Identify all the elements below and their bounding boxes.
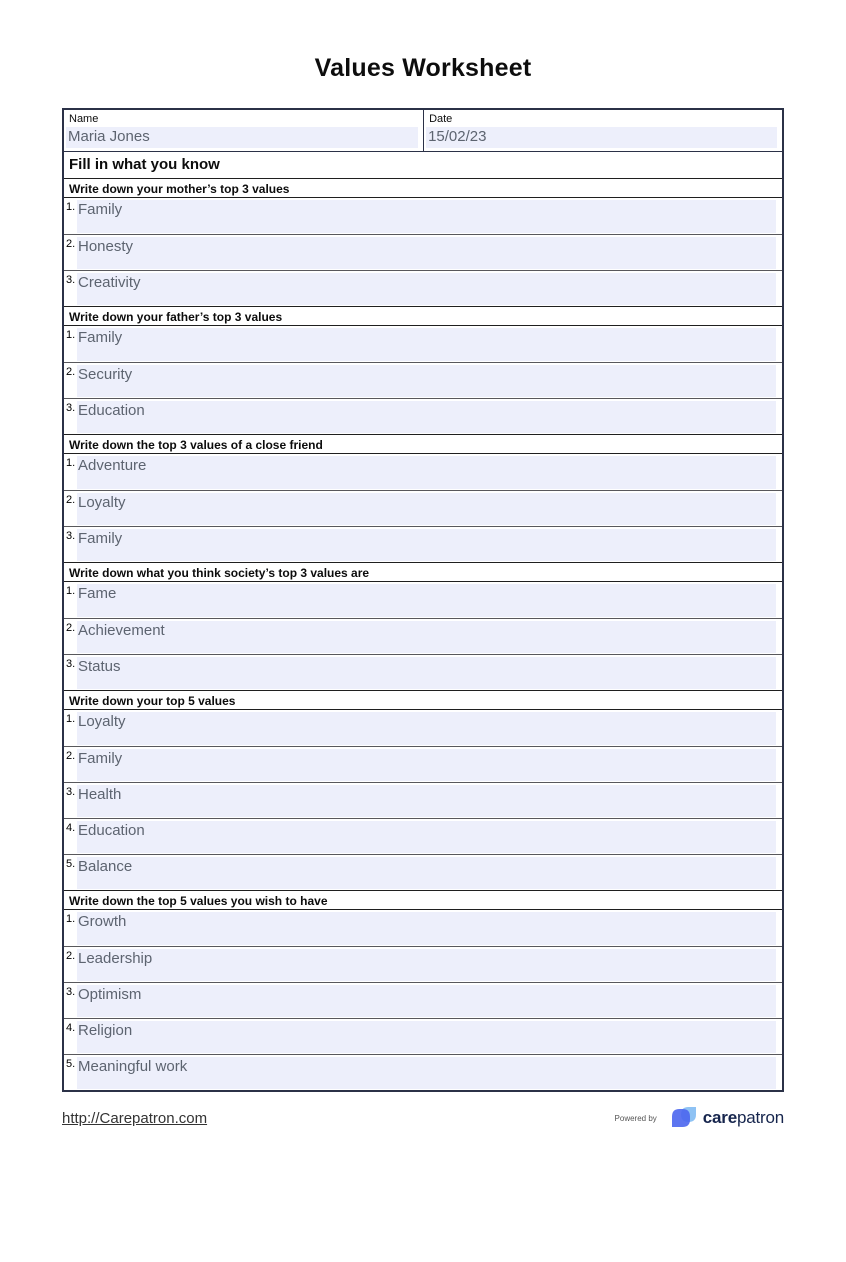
sections-container xyxy=(64,178,782,1090)
carepatron-logo-icon xyxy=(669,1105,699,1131)
answer-field[interactable] xyxy=(77,1021,776,1053)
worksheet-table xyxy=(62,108,784,1092)
answer-number: 4. xyxy=(66,822,76,834)
answer-row xyxy=(64,362,782,398)
answer-row xyxy=(64,982,782,1018)
answer-value: Health xyxy=(78,786,122,803)
answer-number: 3. xyxy=(66,402,76,414)
answer-number: 1. xyxy=(66,585,76,597)
answer-number: 2. xyxy=(66,238,76,250)
answer-value: Optimism xyxy=(78,986,142,1003)
answer-field[interactable] xyxy=(77,621,776,653)
answer-field[interactable] xyxy=(77,949,776,981)
values-section xyxy=(64,306,782,434)
date-field[interactable]: 15/02/23 xyxy=(426,127,777,148)
section-heading: Write down your father’s top 3 values xyxy=(64,306,782,326)
answer-field[interactable] xyxy=(77,821,776,853)
answer-row xyxy=(64,818,782,854)
section-rows xyxy=(64,454,782,562)
answer-value: Creativity xyxy=(78,274,141,291)
answer-value: Family xyxy=(78,201,123,218)
page-title: Values Worksheet xyxy=(314,54,532,82)
answer-row xyxy=(64,782,782,818)
answer-value: Growth xyxy=(78,913,127,930)
answer-row xyxy=(64,454,782,490)
answer-value: Balance xyxy=(78,858,133,875)
answer-number: 3. xyxy=(66,274,76,286)
values-section xyxy=(64,690,782,890)
answer-row xyxy=(64,582,782,618)
answer-value: Family xyxy=(78,329,123,346)
answer-field[interactable] xyxy=(77,857,776,889)
answer-value: Education xyxy=(78,402,145,419)
answer-row xyxy=(64,490,782,526)
answer-number: 3. xyxy=(66,530,76,542)
answer-field[interactable] xyxy=(77,785,776,817)
answer-field[interactable] xyxy=(77,456,776,489)
answer-row xyxy=(64,234,782,270)
values-section xyxy=(64,890,782,1090)
answer-value: Honesty xyxy=(78,238,134,255)
section-rows xyxy=(64,910,782,1090)
section-heading: Write down your top 5 values xyxy=(64,690,782,710)
answer-field[interactable] xyxy=(77,365,776,397)
answer-number: 2. xyxy=(66,494,76,506)
answer-number: 5. xyxy=(66,858,76,870)
answer-value: Loyalty xyxy=(78,494,126,511)
answer-number: 2. xyxy=(66,622,76,634)
answer-row xyxy=(64,854,782,890)
answer-row xyxy=(64,198,782,234)
answer-field[interactable] xyxy=(77,237,776,269)
answer-field[interactable] xyxy=(77,401,776,433)
answer-value: Fame xyxy=(78,585,117,602)
answer-value: Leadership xyxy=(78,950,153,967)
answer-field[interactable] xyxy=(77,657,776,689)
section-heading: Write down your mother’s top 3 values xyxy=(64,178,782,198)
date-cell xyxy=(424,110,782,151)
answer-field[interactable] xyxy=(77,912,776,945)
answer-value: Status xyxy=(78,658,121,675)
answer-field[interactable] xyxy=(77,985,776,1017)
worksheet-page xyxy=(0,54,846,1262)
values-section xyxy=(64,562,782,690)
powered-by-label: Powered by xyxy=(614,1113,657,1123)
answer-row xyxy=(64,326,782,362)
answer-value: Meaningful work xyxy=(78,1058,188,1075)
answer-number: 2. xyxy=(66,950,76,962)
answer-value: Family xyxy=(78,750,123,767)
carepatron-wordmark xyxy=(703,1108,784,1128)
answer-field[interactable] xyxy=(77,712,776,745)
answer-field[interactable] xyxy=(77,273,776,305)
brand-patron: patron xyxy=(736,1108,784,1127)
answer-row xyxy=(64,398,782,434)
answer-field[interactable] xyxy=(77,1057,776,1089)
name-date-row xyxy=(64,110,782,152)
section-rows xyxy=(64,326,782,434)
fill-in-heading: Fill in what you know xyxy=(69,156,220,173)
section-rows xyxy=(64,710,782,890)
answer-row xyxy=(64,526,782,562)
answer-value: Religion xyxy=(78,1022,133,1039)
answer-row xyxy=(64,1054,782,1090)
answer-value: Achievement xyxy=(78,622,165,639)
date-label: Date xyxy=(429,113,453,125)
section-rows xyxy=(64,198,782,306)
answer-row xyxy=(64,910,782,946)
answer-row xyxy=(64,710,782,746)
answer-number: 3. xyxy=(66,786,76,798)
answer-row xyxy=(64,654,782,690)
answer-number: 1. xyxy=(66,329,76,341)
answer-row xyxy=(64,1018,782,1054)
answer-field[interactable] xyxy=(77,749,776,781)
answer-number: 5. xyxy=(66,1058,76,1070)
carepatron-link[interactable]: http://Carepatron.com xyxy=(62,1109,208,1127)
answer-value: Security xyxy=(78,366,133,383)
answer-row xyxy=(64,618,782,654)
answer-value: Family xyxy=(78,530,123,547)
answer-value: Adventure xyxy=(78,457,147,474)
answer-row xyxy=(64,946,782,982)
section-heading: Write down the top 5 values you wish to have xyxy=(64,890,782,910)
answer-number: 2. xyxy=(66,366,76,378)
section-rows xyxy=(64,582,782,690)
brand-care: care xyxy=(702,1108,737,1127)
section-heading: Write down the top 3 values of a close friend xyxy=(64,434,782,454)
answer-number: 4. xyxy=(66,1022,76,1034)
name-label: Name xyxy=(69,113,99,125)
answer-value: Education xyxy=(78,822,145,839)
answer-number: 3. xyxy=(66,986,76,998)
powered-by-group xyxy=(615,1105,784,1131)
answer-field[interactable] xyxy=(77,200,776,233)
answer-value: Loyalty xyxy=(78,713,126,730)
answer-row xyxy=(64,746,782,782)
answer-field[interactable] xyxy=(77,493,776,525)
answer-row xyxy=(64,270,782,306)
values-section xyxy=(64,178,782,306)
name-cell xyxy=(64,110,424,151)
answer-number: 2. xyxy=(66,750,76,762)
answer-number: 1. xyxy=(66,913,76,925)
answer-field[interactable] xyxy=(77,584,776,617)
section-heading: Write down what you think society’s top 3 values are xyxy=(64,562,782,582)
answer-field[interactable] xyxy=(77,328,776,361)
answer-number: 1. xyxy=(66,713,76,725)
values-section xyxy=(64,434,782,562)
answer-number: 1. xyxy=(66,457,76,469)
answer-field[interactable] xyxy=(77,529,776,561)
answer-number: 3. xyxy=(66,658,76,670)
name-field[interactable]: Maria Jones xyxy=(66,127,418,148)
page-footer xyxy=(62,1105,784,1131)
answer-number: 1. xyxy=(66,201,76,213)
